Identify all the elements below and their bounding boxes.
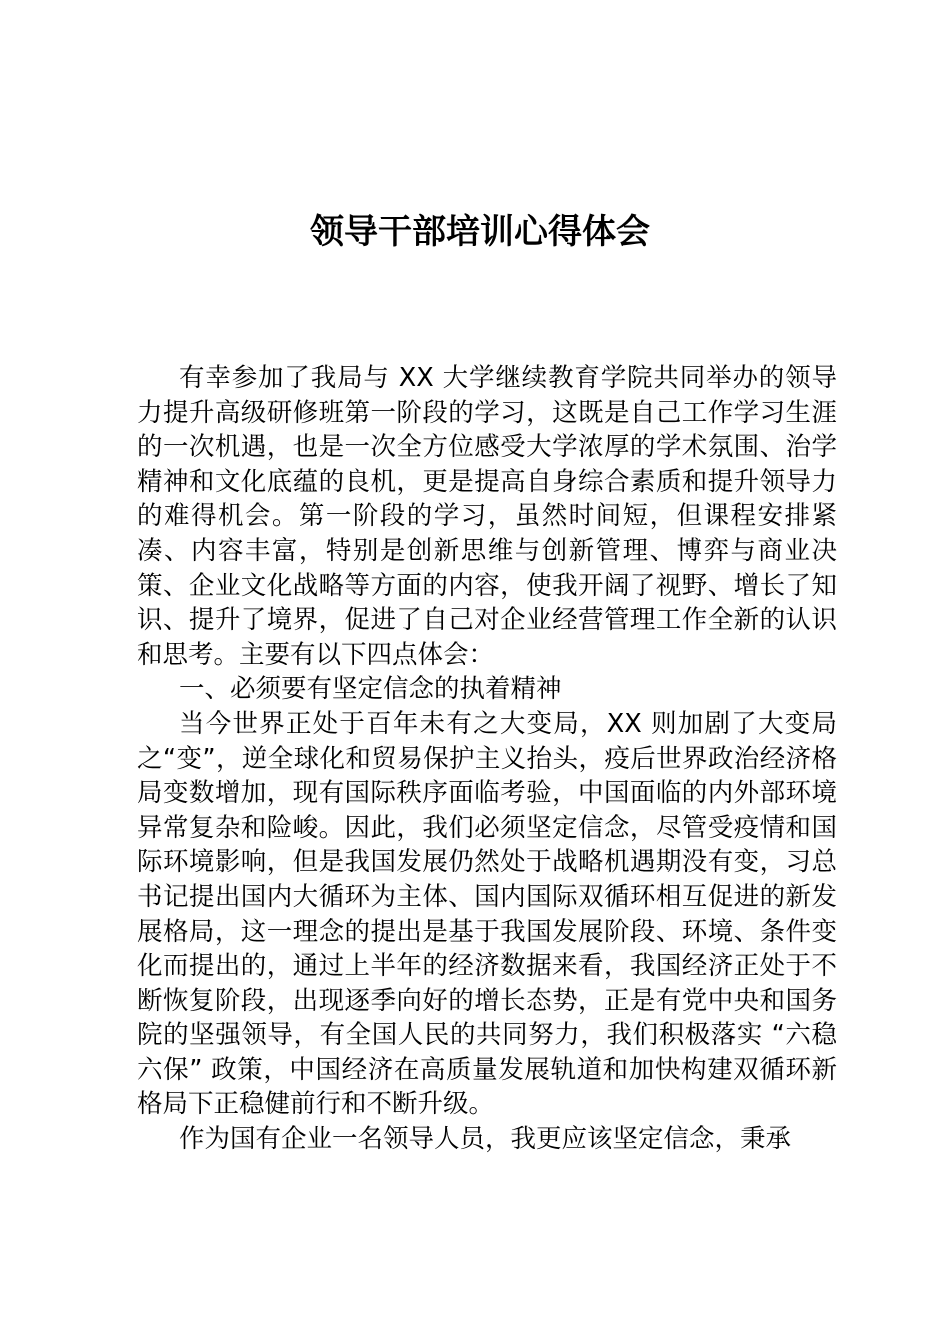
paragraph-continuation: 作为国有企业一名领导人员，我更应该坚定信念，秉承 — [179, 1124, 792, 1155]
section-heading-1: 一、必须要有坚定信念的执着精神 — [179, 674, 562, 705]
paragraph-section-1: 当今世界正处于百年未有之大变局，XX 则加剧了大变局之“变”，逆全球化和贸易保护主义抬头，疫后世界政治经济格局变数增加，现有国际秩序面临考验，中国面临的内外部环境异常复杂和险峻。因此，我们必须坚定信念，尽管受疫情和国际环境影响，但是我国发展仍然处于战略机遇期没有变，习总书记提出国内大循环为主体、国内国际双循环相互促进的新发展格局，这一理念的提出是基于我国发展阶段、环境、条件变化而提出的，通过上半年的经济数据来看，我国经济正处于不断恢复阶段，出现逐季向好的增长态势，正是有党中央和国务院的坚强领导，有全国人民的共同努力，我们积极落实 “六稳六保” 政策，中国经济在高质量发展轨道和加快构建双循环新格局下正稳健前行和不断升级。 — [137, 708, 837, 1120]
paragraph-intro: 有幸参加了我局与 XX 大学继续教育学院共同举办的领导力提升高级研修班第一阶段的学习，这既是自己工作学习生涯的一次机遇，也是一次全方位感受大学浓厚的学术氛围、治学精神和文化底蕴的良机，更是提高自身综合素质和提升领导力的难得机会。第一阶段的学习，虽然时间短，但课程安排紧凑、内容丰富，特别是创新思维与创新管理、博弈与商业决策、企业文化战略等方面的内容，使我开阔了视野、增长了知识、提升了境界，促进了自己对企业经营管理工作全新的认识和思考。主要有以下四点体会： — [137, 363, 837, 670]
document-title: 领导干部培训心得体会 — [310, 212, 650, 252]
document-body — [137, 361, 837, 1157]
